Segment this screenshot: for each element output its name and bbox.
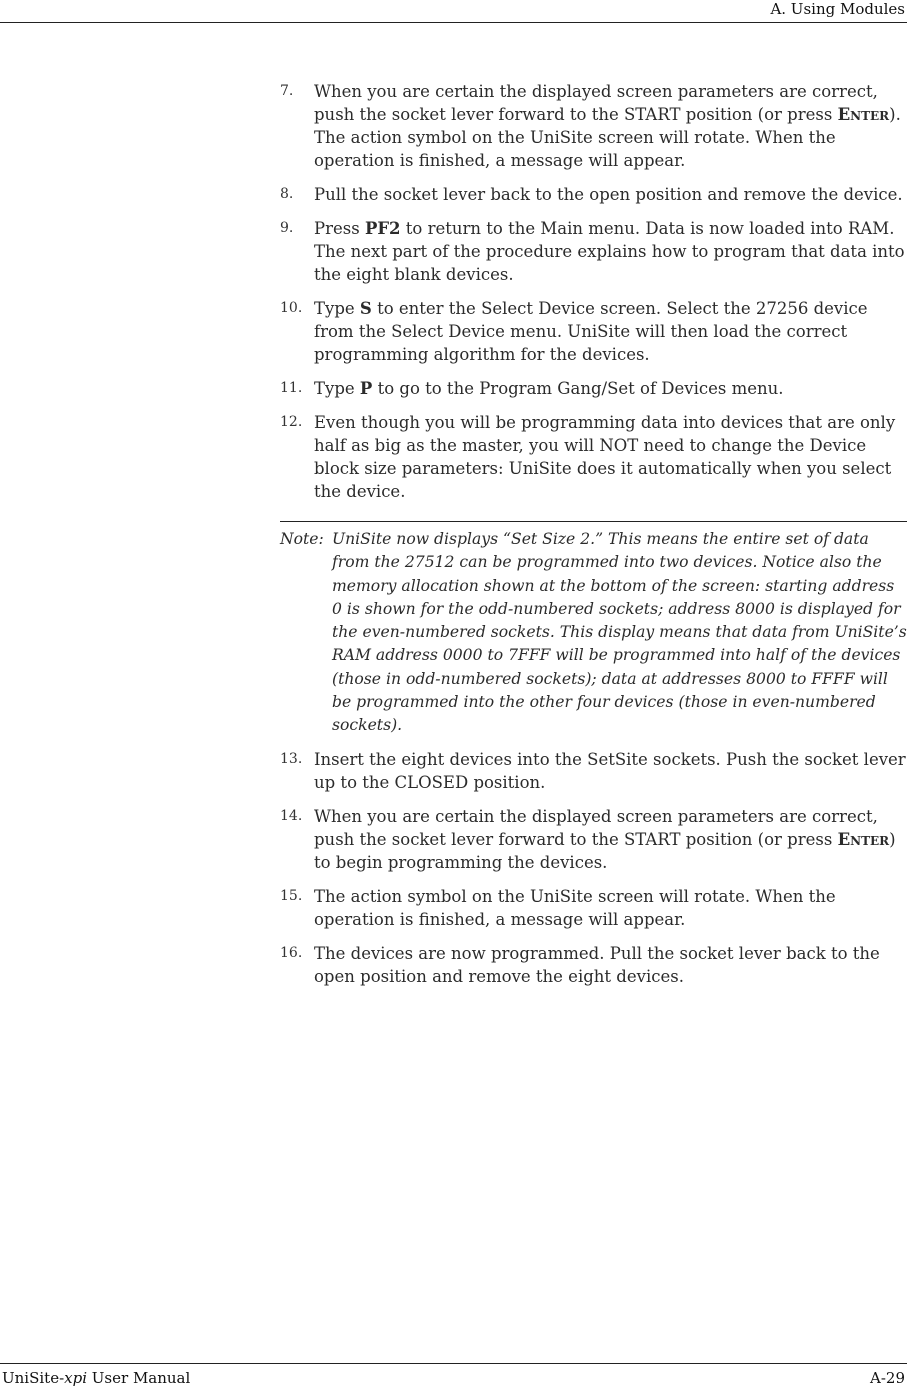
step-text: Pull the socket lever back to the open position and remove the device. <box>314 185 903 204</box>
step-16 <box>280 942 907 988</box>
step-text: Insert the eight devices into the SetSite sockets. Push the socket lever up to the CLOSED position. <box>314 749 906 792</box>
step-text: Even though you will be programming data into devices that are only half as big as the master, you will NOT need to change the Device block size parameters: UniSite does it automatically when you select the device. <box>314 413 896 501</box>
chapter-title: A. Using Modules <box>770 0 905 18</box>
step-text: to go to the Program Gang/Set of Devices menu. <box>372 379 784 398</box>
manual-title-italic: xpi <box>64 1369 88 1387</box>
step-number: 7. <box>280 83 294 99</box>
step-11 <box>280 377 907 400</box>
page-header <box>0 0 907 23</box>
step-number: 10. <box>280 300 303 316</box>
step-text: Type <box>314 299 360 318</box>
step-15 <box>280 885 907 931</box>
manual-title-suffix: User Manual <box>87 1369 191 1387</box>
note-label: Note: <box>280 530 324 548</box>
step-number: 14. <box>280 807 303 824</box>
step-number: 16. <box>280 944 303 961</box>
step-9 <box>280 217 907 286</box>
step-10 <box>280 297 907 366</box>
step-number: 13. <box>280 750 303 767</box>
pf2-key-label: PF2 <box>364 219 401 238</box>
step-text: The action symbol on the UniSite screen will rotate. When the operation is finished, a message will appear. <box>314 886 836 929</box>
enter-key-label: Enter <box>837 105 890 124</box>
step-text: to return to the Main menu. Data is now loaded into RAM. The next part of the procedure explains how to program that data into the eight blank devices. <box>314 219 905 284</box>
page-footer <box>0 1363 907 1390</box>
step-text: to enter the Select Device screen. Select the 27256 device from the Select Device menu. UniSite will then load the correct programming algorithm for the devices. <box>314 299 868 364</box>
step-12 <box>280 411 907 503</box>
step-number: 11. <box>280 380 303 396</box>
p-key-label: P <box>359 379 373 398</box>
step-number: 8. <box>280 186 294 202</box>
step-7 <box>280 80 907 172</box>
step-text: ). The action symbol on the UniSite screen will rotate. When the operation is finished, a message will appear. <box>314 105 901 170</box>
note-block <box>280 521 907 738</box>
step-13 <box>280 748 907 794</box>
note-text: UniSite now displays “Set Size 2.” This means the entire set of data from the 27512 can be programmed into two devices. Notice also the memory allocation shown at the bottom of the screen: starting address 0 is shown for the odd-numbered sockets; address 8000 is displayed for the even-numbered sockets. This display means that data from UniSite’s RAM address 0000 to 7FFF will be programmed into half of the devices (those in odd-numbered sockets); data at addresses 8000 to FFFF will be programmed into the other four devices (those in even-numbered sockets). <box>332 530 907 735</box>
page-content <box>280 80 907 999</box>
enter-key-label: Enter <box>837 829 890 849</box>
step-text: Type <box>314 379 360 398</box>
step-number: 15. <box>280 887 303 904</box>
s-key-label: S <box>359 299 372 318</box>
step-text: When you are certain the displayed screen parameters are correct, push the socket lever forward to the START position (or press <box>314 82 878 124</box>
step-number: 9. <box>280 220 294 236</box>
step-8 <box>280 183 907 206</box>
step-text: When you are certain the displayed screen parameters are correct, push the socket lever forward to the START position (or press <box>314 806 878 849</box>
step-14 <box>280 805 907 874</box>
manual-title <box>2 1369 190 1387</box>
step-text: The devices are now programmed. Pull the socket lever back to the open position and remove the eight devices. <box>314 943 880 986</box>
step-number: 12. <box>280 414 303 430</box>
step-text: ) to begin programming the devices. <box>314 829 896 872</box>
manual-title-prefix: UniSite- <box>2 1369 65 1387</box>
step-text: Press <box>314 219 365 238</box>
page-number: A-29 <box>870 1369 905 1387</box>
